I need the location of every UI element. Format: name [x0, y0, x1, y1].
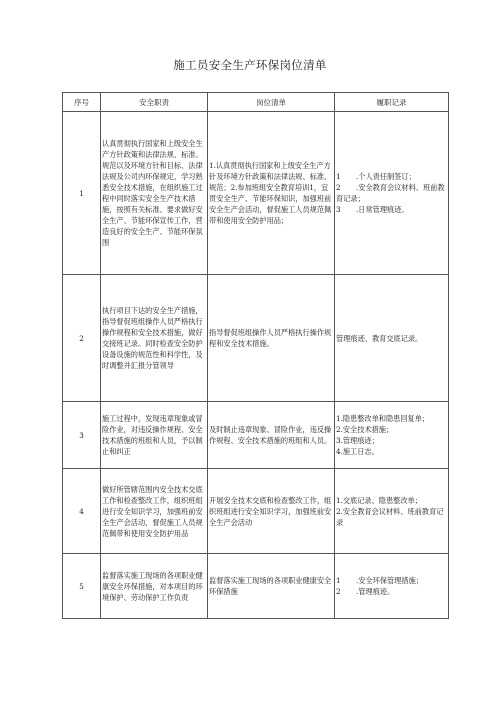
table-row [63, 554, 449, 619]
header-duty: 安全职责 [101, 93, 208, 112]
record-cell [335, 275, 449, 402]
duty-cell: 认真贯彻执行国家和上级安全生产方针政策和法律法规、标准、规范以及环境方针和目标、法律法规及公司内环保规定，学习熟悉安全技术措施，在组织施工过程中同时落实安全生产技术措施，按照有关标准、要求做好安全生产、节能环保宣传工作，营造良好的安全生产、节能环保氛围 [101, 112, 208, 275]
record-item: 2.安全技术措施； [336, 425, 394, 434]
list-cell: 指导督促班组操作人员严格执行操作规程和安全技术措施。 [208, 275, 335, 402]
record-item: .安全环保管理措施； [356, 576, 423, 585]
header-row [63, 93, 449, 112]
record-item: 2.安全教育会议材料、班前教育记录 [336, 506, 444, 527]
duty-cell: 施工过程中，发现违章现象或冒险作业，对违反操作规程、安全技术措施的班组和人员，予以制止和纠正 [101, 402, 208, 469]
header-index: 序号 [63, 93, 101, 112]
record-index: 1 [336, 172, 341, 181]
duty-cell: 监督落实施工现场的各项职业健康安全环保措施，对本项目的环境保护、劳动保护工作负责 [101, 554, 208, 619]
table-row [63, 112, 449, 275]
page-title: 施工员安全生产环保岗位清单 [173, 58, 327, 72]
header-record: 履职记录 [335, 93, 449, 112]
duty-cell: 执行项目下达的安全生产措施，指导督促班组操作人员严格执行操作规程和安全技术措施，做好交接班记录。同时检查安全防护设备设施的规范性和科学性，及时调整并汇报分管领导 [101, 275, 208, 402]
record-cell [335, 112, 449, 275]
record-item: 4.施工日志。 [336, 447, 379, 456]
record-item: .个人责任制签订； [356, 172, 416, 181]
list-cell: 开展安全技术交底和检查整改工作，组织班组进行安全知识学习，加强班前安全生产会活动 [208, 469, 335, 554]
duty-cell: 做好所管辖范围内安全技术交底工作和检查整改工作，组织班组进行安全知识学习，加强班前安全生产会活动，督促施工人员规范佩带和使用安全防护用品 [101, 469, 208, 554]
row-number: 5 [63, 554, 101, 619]
row-number: 4 [63, 469, 101, 554]
row-number: 1 [63, 112, 101, 275]
table-row [63, 469, 449, 554]
record-item: 1.交底记录、隐患整改单； [336, 495, 422, 505]
record-item: .安全教育会议材料、班前教育记录； [336, 183, 445, 203]
record-index: 2 [336, 183, 341, 192]
record-item: 3.管理痕迹； [336, 436, 379, 445]
table-row [63, 402, 449, 469]
record-item: 管理痕迹、教育交底记录。 [336, 333, 423, 343]
record-item: 1.隐患整改单和隐患回复单； [336, 414, 430, 423]
record-item: .日常管理痕迹。 [356, 205, 409, 214]
record-cell [335, 554, 449, 619]
duty-table [62, 92, 449, 619]
table-row [63, 275, 449, 402]
record-index: 2 [336, 587, 341, 596]
record-index: 3 [336, 205, 341, 214]
list-cell: 及时制止违章现象、冒险作业，违反操作规程、安全技术措施的班组和人员。 [208, 402, 335, 469]
list-cell: 监督落实施工现场的各项职业健康安全环保措施 [208, 554, 335, 619]
row-number: 2 [63, 275, 101, 402]
record-item: .管理痕迹。 [356, 587, 395, 596]
list-cell: 1.认真贯彻执行国家和上级安全生产方针及环境方针政策和法律法规、标准、规范；2.参加班组安全教育培训1，宜贯安全生产、节能环保知识，加强班前安全生产会活动，督促施工人员规范佩带和使用安全防护用品； [208, 112, 335, 275]
record-cell [335, 469, 449, 554]
record-index: 1 [336, 576, 341, 585]
header-list: 岗位清单 [208, 93, 335, 112]
record-cell [335, 402, 449, 469]
row-number: 3 [63, 402, 101, 469]
